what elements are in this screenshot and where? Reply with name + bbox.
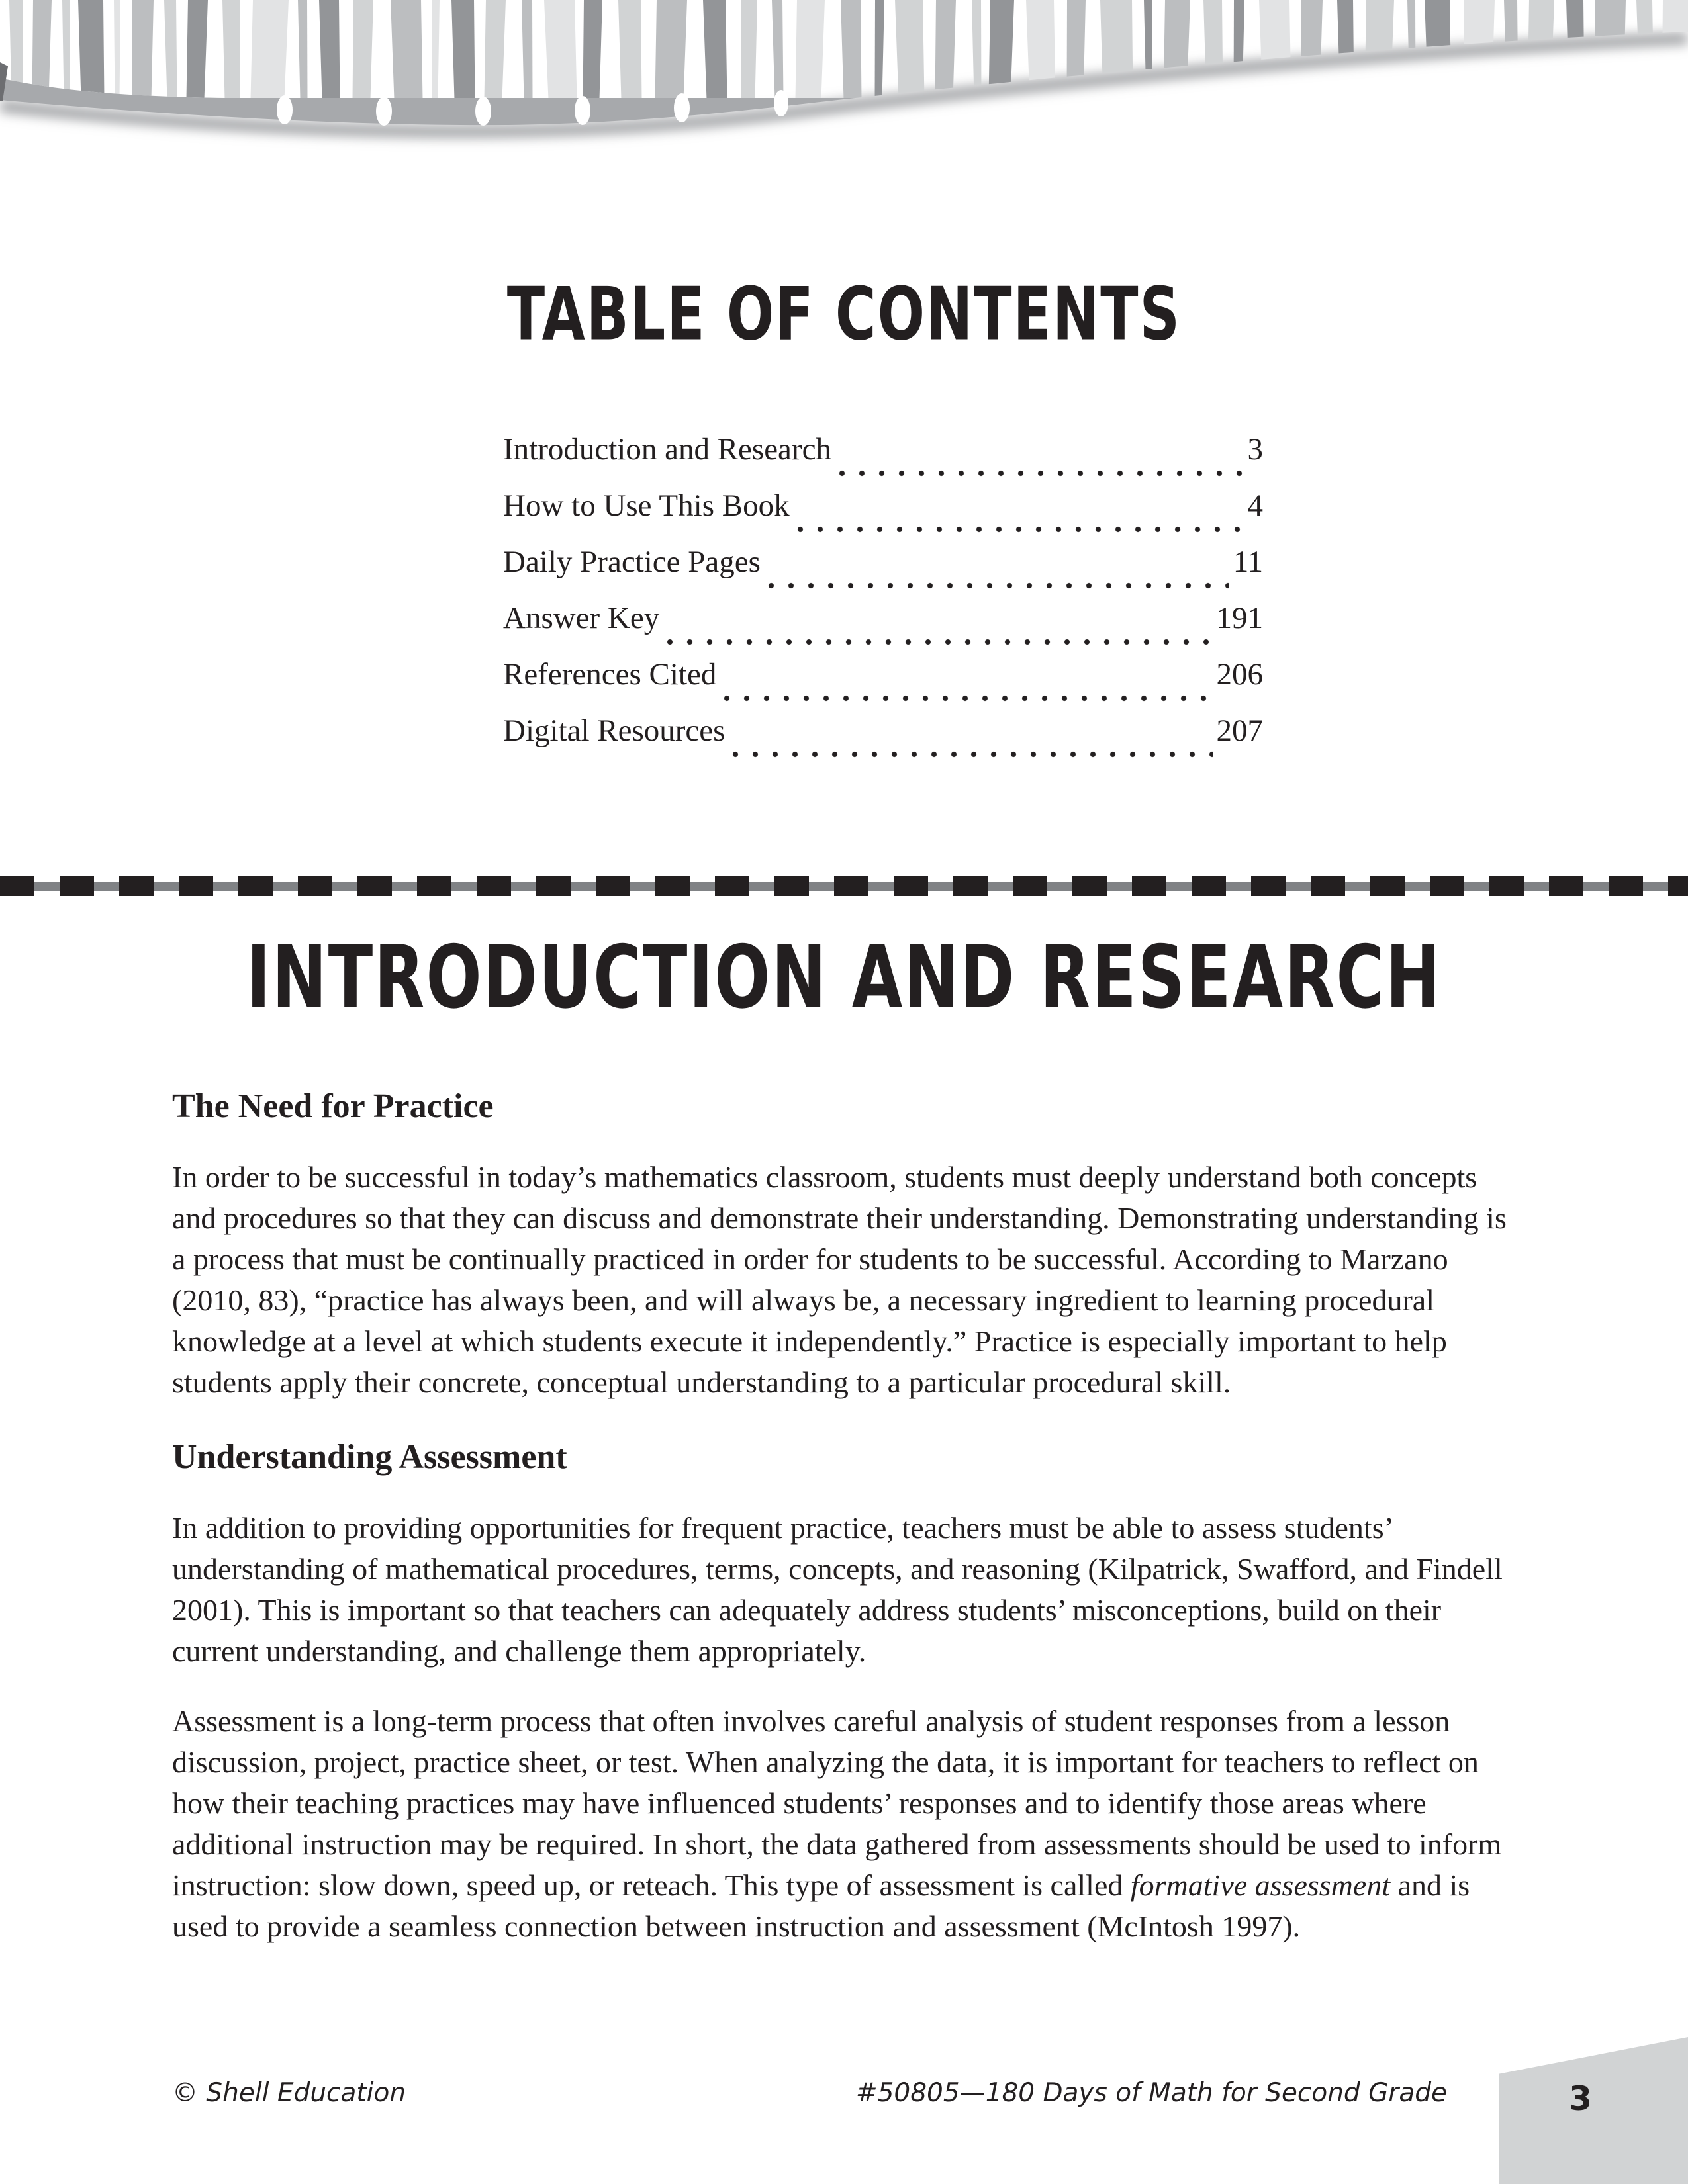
toc-entry — [503, 544, 1263, 600]
section-heading: Understanding Assessment — [172, 1438, 567, 1476]
paragraph — [172, 1508, 1523, 1672]
toc-entry-label: References Cited — [503, 657, 717, 692]
toc-entry-page: 4 — [1247, 488, 1263, 523]
intro-title: INTRODUCTION AND RESEARCH — [246, 927, 1442, 1028]
dashed-divider — [0, 875, 1688, 897]
book-id-text: #50805—180 Days of Math for Second Grade — [855, 2078, 1447, 2108]
page-footer — [172, 2078, 1447, 2108]
toc-entry-page: 206 — [1216, 657, 1263, 692]
paragraph — [172, 1157, 1523, 1403]
toc-dot-leader — [731, 751, 1212, 758]
toc-entry-page: 191 — [1216, 601, 1263, 635]
toc-dot-leader — [796, 525, 1244, 533]
toc-entry — [503, 600, 1263, 657]
toc-entry-label: Introduction and Research — [503, 432, 831, 467]
toc-dot-leader — [767, 582, 1229, 590]
decorative-top-border — [0, 0, 1688, 199]
intro-section — [172, 1085, 1523, 1403]
toc-entry — [503, 488, 1263, 544]
body-text: In order to be successful in today’s mathematics classroom, students must deeply understand both concepts and procedures so that they can discuss and demonstrate their understanding. Demonstrating understanding is a process that must be continually practiced in order for students to be successful. According to Marzano (2010, 83), “practice has always been, and will always be, a necessary ingredient to learning procedural knowledge at a level at which students execute it independently.” Practice is especially important to help students apply their concrete, conceptual understanding to a particular procedural skill. — [172, 1160, 1507, 1399]
page-number: 3 — [1569, 2079, 1592, 2118]
toc-entry-page: 3 — [1247, 432, 1263, 467]
intro-sections — [172, 1085, 1523, 1976]
body-text: and is used to provide a seamless connection between instruction and assessment (McIntosh 1997). — [172, 1868, 1470, 1943]
toc-entry-page: 11 — [1233, 545, 1263, 579]
toc-list — [503, 432, 1263, 769]
toc-entry-label: How to Use This Book — [503, 488, 790, 523]
body-text: Assessment is a long-term process that often involves careful analysis of student responses from a lesson discussion, project, practice sheet, or test. When analyzing the data, it is important for teachers to reflect on how their teaching practices may have influenced students’ responses and to identify those areas where additional instruction may be required. In short, the data gathered from assessments should be used to inform instruction: slow down, speed up, or reteach. This type of assessment is called — [172, 1704, 1502, 1902]
toc-entry — [503, 432, 1263, 488]
toc-entry-label: Digital Resources — [503, 713, 726, 748]
toc-entry-label: Answer Key — [503, 601, 660, 635]
toc-entry — [503, 713, 1263, 769]
toc-title: TABLE OF CONTENTS — [506, 271, 1182, 357]
intro-section — [172, 1436, 1523, 1947]
toc-entry — [503, 657, 1263, 713]
paragraph — [172, 1701, 1523, 1947]
toc-dot-leader — [666, 638, 1212, 646]
toc-dot-leader — [723, 694, 1212, 702]
toc-entry-page: 207 — [1216, 713, 1263, 748]
section-heading: The Need for Practice — [172, 1087, 494, 1125]
toc-entry-label: Daily Practice Pages — [503, 545, 761, 579]
copyright-text: © Shell Education — [172, 2078, 406, 2108]
italic-text: formative assessment — [1130, 1868, 1391, 1902]
body-text: In addition to providing opportunities for frequent practice, teachers must be able to assess students’ understanding of mathematical procedures, terms, concepts, and reasoning (Kilpatrick, Swafford, and Findell 2001). This is important so that teachers can adequately address students’ misconceptions, build on their current understanding, and challenge them appropriately. — [172, 1511, 1503, 1668]
toc-dot-leader — [838, 469, 1244, 477]
divider-dashes — [0, 876, 1688, 896]
